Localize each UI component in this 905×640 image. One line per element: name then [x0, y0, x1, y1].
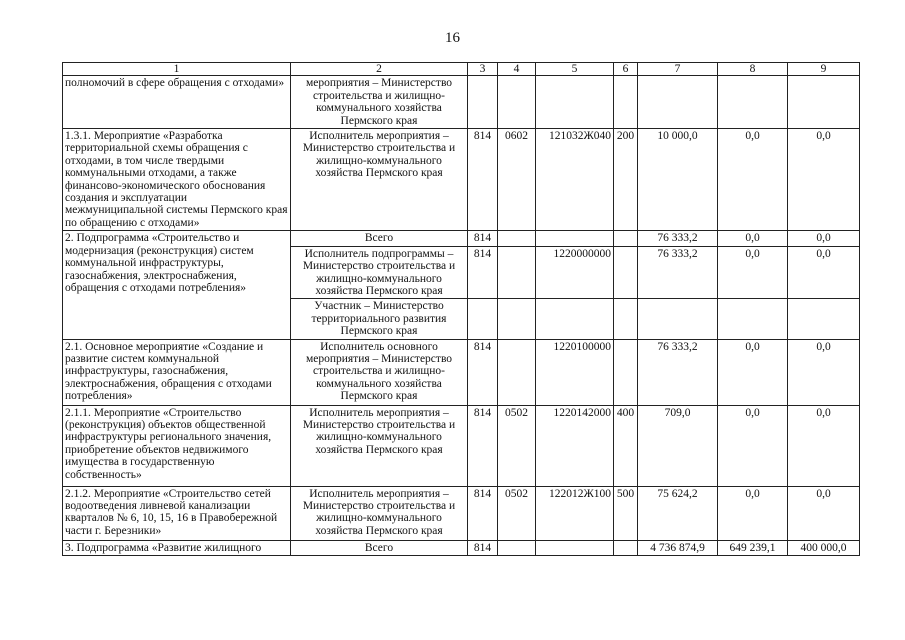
- cell: [468, 299, 498, 339]
- cell: [788, 76, 860, 129]
- cell: 0602: [498, 129, 536, 231]
- responsible-cell: Исполнитель подпрограммы – Министерство строительства и жилищно-коммунального хозяйства Пермского края: [291, 246, 468, 299]
- responsible-cell: мероприятия – Министерство строительства и жилищно-коммунального хозяйства Пермского края: [291, 76, 468, 129]
- cell: 200: [614, 129, 638, 231]
- cell: 649 239,1: [718, 540, 788, 555]
- cell: 76 333,2: [638, 246, 718, 299]
- cell: 122012Ж100: [536, 486, 614, 540]
- cell: 814: [468, 246, 498, 299]
- cell: 1220142000: [536, 405, 614, 486]
- cell: [498, 339, 536, 405]
- cell: 814: [468, 540, 498, 555]
- cell: 814: [468, 339, 498, 405]
- cell: 10 000,0: [638, 129, 718, 231]
- cell: 0,0: [718, 231, 788, 246]
- cell: 76 333,2: [638, 231, 718, 246]
- cell: 0,0: [788, 231, 860, 246]
- cell: [498, 76, 536, 129]
- cell: 814: [468, 231, 498, 246]
- cell: 1220100000: [536, 339, 614, 405]
- cell: [718, 76, 788, 129]
- cell: 500: [614, 486, 638, 540]
- cell: 121032Ж040: [536, 129, 614, 231]
- cell: 0,0: [718, 405, 788, 486]
- cell: [498, 540, 536, 555]
- cell: 0502: [498, 405, 536, 486]
- responsible-cell: Участник – Министерство территориального развития Пермского края: [291, 299, 468, 339]
- cell: [638, 299, 718, 339]
- header-cell: 4: [498, 63, 536, 76]
- description-cell: 1.3.1. Мероприятие «Разработка территориальной схемы обращения с отходами, в том числе твердыми коммунальными отходами, а также финансово-экономического обоснования создания и эксплуатации межмуниципальной системы Пермского края по обращению с отходами»: [63, 129, 291, 231]
- cell: [536, 231, 614, 246]
- cell: 76 333,2: [638, 339, 718, 405]
- cell: 0,0: [718, 246, 788, 299]
- cell: 0,0: [718, 129, 788, 231]
- description-cell: полномочий в сфере обращения с отходами»: [63, 76, 291, 129]
- cell: [536, 76, 614, 129]
- table-row: [63, 231, 860, 246]
- page-number: 16: [445, 30, 460, 46]
- cell: [638, 76, 718, 129]
- cell: 0,0: [788, 339, 860, 405]
- table-row: [63, 129, 860, 231]
- header-row: [63, 63, 860, 76]
- cell: 814: [468, 129, 498, 231]
- cell: [718, 299, 788, 339]
- cell: [614, 246, 638, 299]
- cell: 814: [468, 405, 498, 486]
- header-cell: 9: [788, 63, 860, 76]
- description-cell: 3. Подпрограмма «Развитие жилищного: [63, 540, 291, 555]
- cell: [498, 231, 536, 246]
- cell: 1220000000: [536, 246, 614, 299]
- cell: [536, 299, 614, 339]
- cell: 4 736 874,9: [638, 540, 718, 555]
- cell: 0,0: [718, 339, 788, 405]
- header-cell: 6: [614, 63, 638, 76]
- table-row: [63, 486, 860, 540]
- cell: 75 624,2: [638, 486, 718, 540]
- cell: 0,0: [788, 405, 860, 486]
- cell: 709,0: [638, 405, 718, 486]
- header-cell: 2: [291, 63, 468, 76]
- responsible-cell: Исполнитель мероприятия – Министерство строительства и жилищно-коммунального хозяйства Пермского края: [291, 129, 468, 231]
- cell: [498, 299, 536, 339]
- responsible-cell: Всего: [291, 231, 468, 246]
- cell: 0,0: [718, 486, 788, 540]
- description-cell: 2.1.1. Мероприятие «Строительство (реконструкция) объектов общественной инфраструктуры регионального значения, приобретение объектов недвижимого имущества в государственную собственность»: [63, 405, 291, 486]
- cell: 0502: [498, 486, 536, 540]
- responsible-cell: Исполнитель мероприятия – Министерство строительства и жилищно-коммунального хозяйства Пермского края: [291, 486, 468, 540]
- header-cell: 7: [638, 63, 718, 76]
- table-row: [63, 76, 860, 129]
- description-cell: 2. Подпрограмма «Строительство и модернизация (реконструкция) систем коммунальной инфраструктуры, газоснабжения, электроснабжения, обращения с отходами потребления»: [63, 231, 291, 339]
- header-cell: 1: [63, 63, 291, 76]
- cell: [468, 76, 498, 129]
- cell: 0,0: [788, 246, 860, 299]
- cell: [614, 339, 638, 405]
- cell: [614, 76, 638, 129]
- cell: 400 000,0: [788, 540, 860, 555]
- cell: 814: [468, 486, 498, 540]
- table-row: [63, 405, 860, 486]
- responsible-cell: Всего: [291, 540, 468, 555]
- cell: 0,0: [788, 129, 860, 231]
- table-row: [63, 540, 860, 555]
- table-row: [63, 339, 860, 405]
- header-cell: 3: [468, 63, 498, 76]
- cell: [614, 299, 638, 339]
- cell: [498, 246, 536, 299]
- cell: [614, 231, 638, 246]
- cell: 400: [614, 405, 638, 486]
- description-cell: 2.1.2. Мероприятие «Строительство сетей водоотведения ливневой канализации кварталов № 6, 10, 15, 16 в Правобережной части г. Березники»: [63, 486, 291, 540]
- header-cell: 8: [718, 63, 788, 76]
- description-cell: 2.1. Основное мероприятие «Создание и развитие систем коммунальной инфраструктуры, газоснабжения, электроснабжения, обращения с отходами потребления»: [63, 339, 291, 405]
- responsible-cell: Исполнитель основного мероприятия – Министерство строительства и жилищно-коммунального хозяйства Пермского края: [291, 339, 468, 405]
- responsible-cell: Исполнитель мероприятия – Министерство строительства и жилищно-коммунального хозяйства Пермского края: [291, 405, 468, 486]
- cell: [536, 540, 614, 555]
- header-cell: 5: [536, 63, 614, 76]
- cell: [614, 540, 638, 555]
- budget-table: [62, 62, 860, 556]
- cell: [788, 299, 860, 339]
- cell: 0,0: [788, 486, 860, 540]
